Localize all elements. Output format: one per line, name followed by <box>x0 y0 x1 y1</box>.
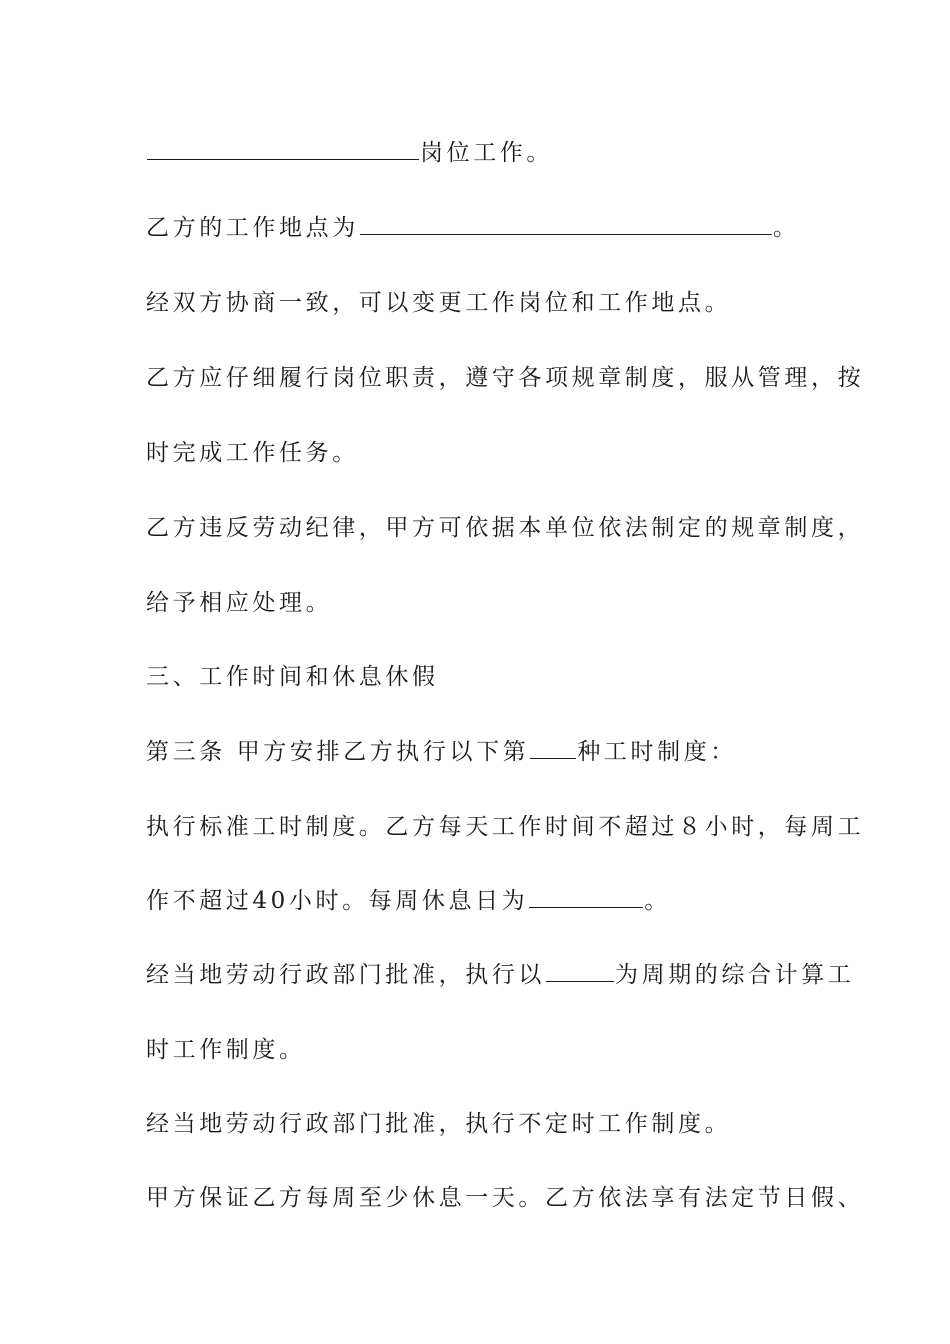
text-line-7: 给予相应处理。 <box>146 590 333 616</box>
text-line-1 <box>146 138 816 168</box>
line-1-after: 岗位工作。 <box>420 140 553 166</box>
text-line-9 <box>146 737 816 767</box>
line-2-before: 乙方的工作地点为 <box>146 215 359 241</box>
text-line-11 <box>146 886 816 916</box>
line-11-after: 。 <box>644 888 671 914</box>
line-11-before: 作不超过40小时。每周休息日为 <box>146 888 529 914</box>
text-line-4: 乙方应仔细履行岗位职责，遵守各项规章制度，服从管理，按 <box>146 365 865 391</box>
text-line-12 <box>146 960 855 990</box>
line-12-after: 为周期的综合计算工 <box>615 962 855 988</box>
text-line-5: 时完成工作任务。 <box>146 440 359 466</box>
text-line-14: 经当地劳动行政部门批准，执行不定时工作制度。 <box>146 1111 732 1137</box>
blank-period <box>546 961 614 982</box>
text-line-2 <box>146 213 816 243</box>
blank-work-location <box>360 214 772 235</box>
line-12-before: 经当地劳动行政部门批准，执行以 <box>146 962 545 988</box>
line-2-after: 。 <box>772 215 800 241</box>
text-line-6: 乙方违反劳动纪律，甲方可依据本单位依法制定的规章制度， <box>146 515 865 541</box>
line-9-after: 种工时制度： <box>577 739 737 765</box>
text-line-3: 经双方协商一致，可以变更工作岗位和工作地点。 <box>146 290 732 316</box>
text-line-10: 执行标准工时制度。乙方每天工作时间不超过８小时，每周工 <box>146 814 865 840</box>
text-line-15: 甲方保证乙方每周至少休息一天。乙方依法享有法定节日假、 <box>146 1185 865 1211</box>
text-line-13: 时工作制度。 <box>146 1037 306 1063</box>
section-heading: 三、工作时间和休息休假 <box>146 664 439 690</box>
line-9-before: 第三条 甲方安排乙方执行以下第 <box>146 739 530 765</box>
blank-hours-system <box>530 738 576 759</box>
blank-rest-day <box>529 887 643 908</box>
blank-position <box>147 139 419 160</box>
